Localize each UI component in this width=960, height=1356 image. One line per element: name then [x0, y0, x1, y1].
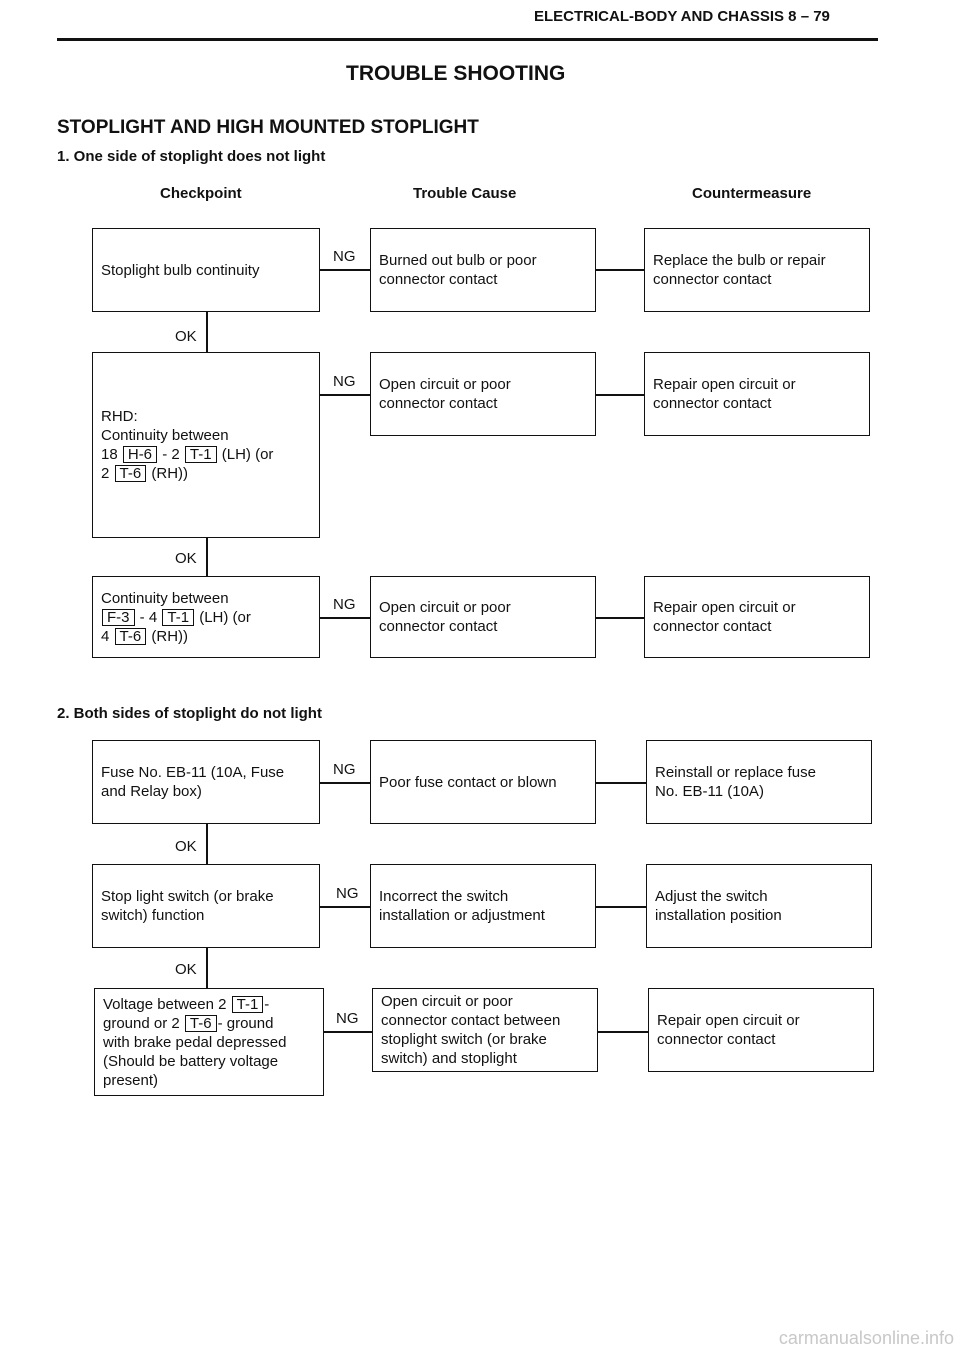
case2-row2-checkpoint: Stop light switch (or brake switch) function — [92, 864, 320, 948]
connector-ref-t1: T-1 — [185, 446, 217, 463]
case2-row1-cause: Poor fuse contact or blown — [370, 740, 596, 824]
case2-row3-countermeasure: Repair open circuit or connector contact — [648, 988, 874, 1072]
connector-ref-h6: H-6 — [123, 446, 157, 463]
case1-row1-countermeasure: Replace the bulb or repair connector contact — [644, 228, 870, 312]
ng-connector — [324, 1031, 372, 1033]
connector-ref-t1: T-1 — [232, 996, 264, 1013]
result-connector — [596, 906, 646, 908]
result-connector — [596, 617, 644, 619]
result-connector — [596, 394, 644, 396]
ok-connector — [206, 948, 208, 988]
ok-label: OK — [175, 328, 197, 345]
connector-ref-t1: T-1 — [162, 609, 194, 626]
case1-title: 1. One side of stoplight does not light — [57, 148, 326, 165]
ok-connector — [206, 824, 208, 864]
result-connector — [596, 269, 644, 271]
ok-connector — [206, 538, 208, 576]
case2-row3-checkpoint: Voltage between 2 T-1 - ground or 2 T-6 - ground with brake pedal depressed (Should be battery voltage present) — [94, 988, 324, 1096]
case1-row2-countermeasure: Repair open circuit or connector contact — [644, 352, 870, 436]
case2-row3-cause: Open circuit or poor connector contact between stoplight switch (or brake switch) and stoplight — [372, 988, 598, 1072]
ok-connector — [206, 312, 208, 352]
case2-row2-cause: Incorrect the switch installation or adjustment — [370, 864, 596, 948]
connector-ref-f3: F-3 — [102, 609, 135, 626]
footer-watermark[interactable]: carmanualsonline.info — [778, 1328, 954, 1348]
result-connector — [598, 1031, 648, 1033]
connector-ref-t6: T-6 — [185, 1015, 217, 1032]
ng-label: NG — [333, 761, 356, 778]
result-connector — [596, 782, 646, 784]
case1-row3-countermeasure: Repair open circuit or connector contact — [644, 576, 870, 658]
page-header: ELECTRICAL-BODY AND CHASSIS 8 – 79 — [534, 8, 830, 25]
case1-row3-cause: Open circuit or poor connector contact — [370, 576, 596, 658]
ng-connector — [320, 906, 370, 908]
case1-row2-checkpoint: RHD: Continuity between 18 H-6 - 2 T-1 (LH) (or 2 T-6 (RH)) — [92, 352, 320, 538]
ng-label: NG — [333, 596, 356, 613]
column-countermeasure: Countermeasure — [692, 185, 812, 202]
ok-label: OK — [175, 961, 197, 978]
connector-ref-t6: T-6 — [115, 628, 147, 645]
ng-label: NG — [336, 1010, 359, 1027]
ok-label: OK — [175, 838, 197, 855]
ng-connector — [320, 269, 370, 271]
ok-label: OK — [175, 550, 197, 567]
case1-row2-cause: Open circuit or poor connector contact — [370, 352, 596, 436]
case2-row1-countermeasure: Reinstall or replace fuse No. EB-11 (10A) — [646, 740, 872, 824]
section-title: STOPLIGHT AND HIGH MOUNTED STOPLIGHT — [57, 117, 479, 138]
case1-row3-checkpoint: Continuity between F-3 - 4 T-1 (LH) (or 4 T-6 (RH)) — [92, 576, 320, 658]
ng-label: NG — [333, 373, 356, 390]
ng-label: NG — [336, 885, 359, 902]
header-rule — [57, 38, 878, 41]
ng-connector — [320, 394, 370, 396]
case1-row1-checkpoint: Stoplight bulb continuity — [92, 228, 320, 312]
ng-connector — [320, 782, 370, 784]
page-title: TROUBLE SHOOTING — [346, 62, 566, 85]
ng-label: NG — [333, 248, 356, 265]
case1-row1-cause: Burned out bulb or poor connector contact — [370, 228, 596, 312]
case2-title: 2. Both sides of stoplight do not light — [57, 705, 322, 722]
connector-ref-t6: T-6 — [115, 465, 147, 482]
case2-row1-checkpoint: Fuse No. EB-11 (10A, Fuse and Relay box) — [92, 740, 320, 824]
column-checkpoint: Checkpoint — [160, 185, 242, 202]
column-cause: Trouble Cause — [413, 185, 517, 202]
case2-row2-countermeasure: Adjust the switch installation position — [646, 864, 872, 948]
ng-connector — [320, 617, 370, 619]
